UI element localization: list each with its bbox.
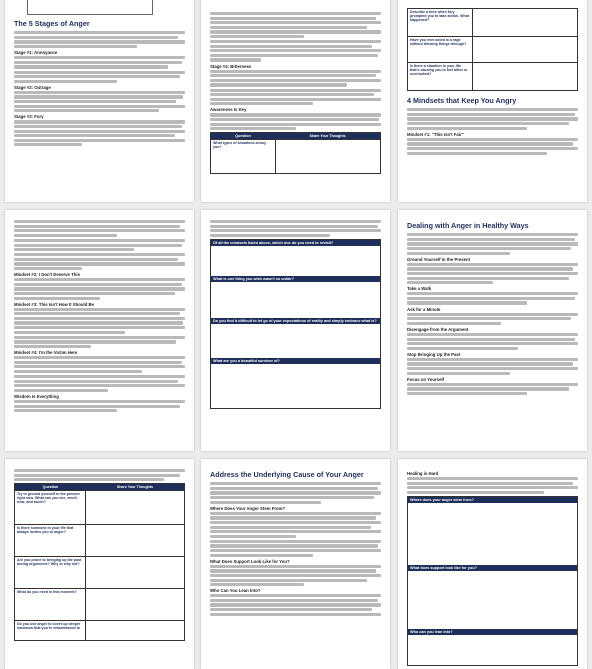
answer-field[interactable] (211, 246, 380, 276)
table-cell-question: What do you need in this moment? (15, 589, 86, 621)
paragraph-lines (14, 220, 185, 237)
paragraph-lines (210, 113, 381, 130)
section-heading: Mindset #2: I Don't Deserve This (14, 272, 80, 278)
paragraph-lines (14, 336, 185, 348)
paragraph-lines (210, 540, 381, 557)
section-heading: Ask for a Minute (407, 306, 441, 312)
paragraph-lines (407, 292, 578, 304)
section-heading: Stage #1: Annoyance (14, 50, 58, 56)
paragraph-lines (210, 482, 381, 504)
page-thumbnail-7[interactable] (5, 459, 194, 669)
question-header: Of all the mindsets listed above, which one do you need to revisit? (211, 240, 380, 246)
answer-field[interactable] (472, 37, 577, 63)
paragraph-lines (14, 469, 185, 481)
paragraph-lines (14, 71, 185, 83)
answer-field[interactable] (211, 364, 380, 408)
section-heading: Stage #3: Fury (14, 114, 44, 120)
paragraph-lines (407, 138, 578, 155)
page-thumbnail-5[interactable] (201, 210, 390, 451)
paragraph-lines (210, 220, 381, 237)
table-cell-question: What types of situations annoy you? (211, 140, 276, 174)
paragraph-lines (14, 56, 185, 68)
worksheet-table (210, 132, 381, 174)
worksheet-box-bottom (27, 0, 153, 15)
table-cell-question: Is there a situation in your life that's causing you to feel bitter or overlooked? (408, 63, 473, 91)
question-stack (210, 239, 381, 409)
paragraph-lines (14, 239, 185, 251)
page-thumbnail-8[interactable] (201, 459, 390, 669)
table-cell-question: Is there someone in your life that always incites you to anger? (15, 525, 86, 557)
question-header: What are you a beautiful survivor of? (211, 358, 380, 364)
section-heading: Mindset #4: I'm the Victim Here (14, 350, 78, 356)
section-heading: Take a Walk (407, 286, 432, 292)
table-cell-question: Are you prone to bringing up the past during arguments? Why or why not? (15, 557, 86, 589)
section-heading: Focus on Yourself (407, 376, 445, 382)
answer-field[interactable] (408, 503, 577, 565)
page-thumbnail-3[interactable] (398, 0, 587, 202)
paragraph-lines (407, 313, 578, 325)
paragraph-lines (407, 383, 578, 395)
page-title: 4 Mindsets that Keep You Angry (407, 96, 517, 105)
section-heading: Stage #4: Bitterness (210, 63, 252, 69)
page-title: Dealing with Anger in Healthy Ways (407, 221, 529, 230)
paragraph-lines (14, 308, 185, 334)
section-heading: Disengage from the Argument (407, 326, 469, 332)
answer-field[interactable] (408, 571, 577, 629)
paragraph-lines (14, 375, 185, 392)
answer-field[interactable] (408, 635, 577, 665)
answer-field[interactable] (275, 140, 380, 174)
paragraph-lines (210, 12, 381, 38)
page-title: Address the Underlying Cause of Your Anger (210, 470, 364, 479)
table-cell-question: Have you ever acted in a rage without thinking things through? (408, 37, 473, 63)
answer-field[interactable] (86, 491, 185, 525)
paragraph-lines (14, 91, 185, 113)
worksheet-table (407, 8, 578, 91)
question-header: Who can you lean into? (408, 629, 577, 635)
question-stack (407, 496, 578, 666)
section-heading: Where Does Your Anger Stem From? (210, 505, 286, 511)
paragraph-lines (14, 120, 185, 146)
table-header-question: Question (15, 484, 86, 491)
question-header: What does support look like for you? (408, 565, 577, 571)
section-heading: Awareness Is Key (210, 107, 247, 113)
paragraph-lines (407, 263, 578, 285)
question-header: What is one thing you wish wasn't so unfair? (211, 276, 380, 282)
paragraph-lines (210, 512, 381, 538)
paragraph-lines (407, 333, 578, 350)
table-header-thoughts: Share Your Thoughts (275, 133, 380, 140)
paragraph-lines (14, 356, 185, 373)
section-heading: Stage #2: Outrage (14, 84, 51, 90)
section-heading: Wisdom Is Everything (14, 393, 59, 399)
section-heading: Ground Yourself in the Present (407, 256, 471, 262)
answer-field[interactable] (86, 589, 185, 621)
paragraph-lines (14, 253, 185, 270)
section-heading: Who Can You Lean Into? (210, 588, 261, 594)
answer-field[interactable] (86, 557, 185, 589)
question-header: Do you find it difficult to let go of your expectations of reality and simply embrace what is? (211, 318, 380, 324)
answer-field[interactable] (211, 282, 380, 318)
section-heading: Mindset #1: "This Isn't Fair" (407, 131, 464, 137)
page-thumbnail-2[interactable] (201, 0, 390, 202)
paragraph-lines (210, 40, 381, 62)
worksheet-table (14, 483, 185, 641)
answer-field[interactable] (211, 324, 380, 358)
section-heading: Stop Bringing Up the Past (407, 351, 461, 357)
page-thumbnail-6[interactable] (398, 210, 587, 451)
question-header: Where does your anger stem from? (408, 497, 577, 503)
paragraph-lines (14, 400, 185, 412)
page-thumbnail-1[interactable] (5, 0, 194, 202)
answer-field[interactable] (472, 63, 577, 91)
table-cell-question: Try to ground yourself in the present right now. What can you see, smell, hear, and touch? (15, 491, 86, 525)
paragraph-lines (210, 89, 381, 106)
answer-field[interactable] (472, 9, 577, 37)
paragraph-lines (407, 477, 578, 494)
page-thumbnail-9[interactable] (398, 459, 587, 669)
paragraph-lines (210, 565, 381, 587)
section-heading: What Does Support Look Like for You? (210, 558, 290, 564)
answer-field[interactable] (86, 525, 185, 557)
section-heading: Healing is Hard (407, 471, 439, 476)
page-thumbnail-4[interactable] (5, 210, 194, 451)
answer-field[interactable] (86, 621, 185, 641)
paragraph-lines (14, 278, 185, 300)
paragraph-lines (210, 70, 381, 87)
paragraph-lines (210, 594, 381, 616)
paragraph-lines (407, 108, 578, 130)
paragraph-lines (407, 233, 578, 255)
table-cell-question: Describe a time when fury prompted you to take action. What happened? (408, 9, 473, 37)
paragraph-lines (407, 358, 578, 375)
section-heading: Mindset #3: This Isn't How It Should Be (14, 301, 95, 307)
table-header-question: Question (211, 133, 276, 140)
paragraph-lines (14, 31, 185, 48)
table-header-thoughts: Share Your Thoughts (86, 484, 185, 491)
table-cell-question: Do you use anger to cover up deeper emotions that you're embarrassed to (15, 621, 86, 641)
page-title: The 5 Stages of Anger (14, 19, 90, 28)
